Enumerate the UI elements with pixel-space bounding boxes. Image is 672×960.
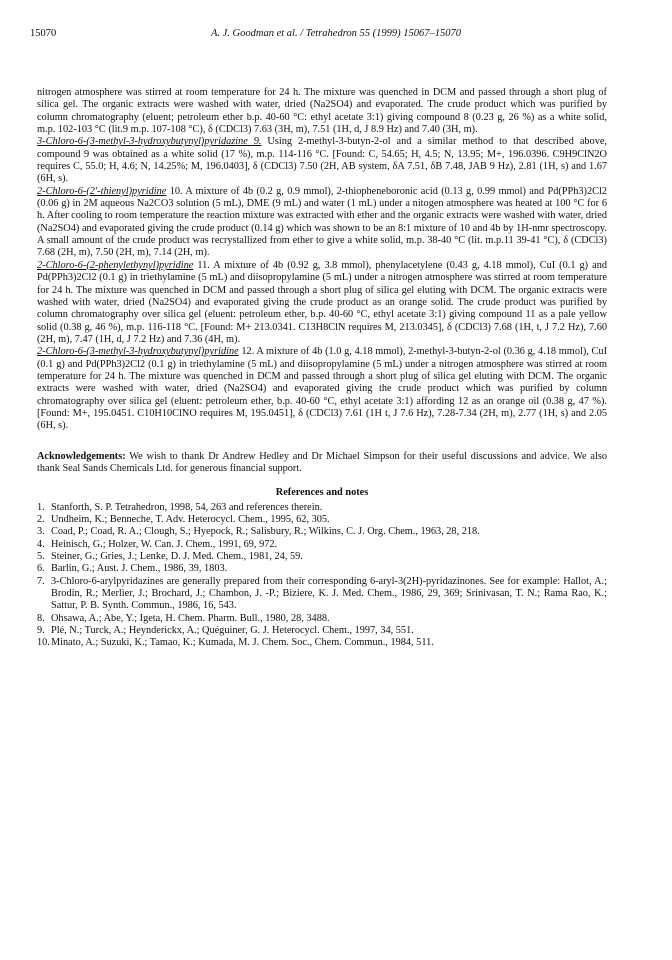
reference-list xyxy=(37,502,607,650)
reference-number: 8. xyxy=(37,612,45,624)
compound-9-text: Using 2-methyl-3-butyn-2-ol and a similar method to that described above, compound 9 was obtained as a white solid (17 %), m.p. 114-116 °C. [Found: C, 54.65; H, 4.5; N, 13.95; M+, 196.0396. C9H9ClN2O requires C, 55.0; H, 4.6; N, 14.25%; M, 196.0403], δ (CDCl3) 7.50 (2H, AB system, δA 7.51, δB 7.48, JAB 9 Hz), 2.81 (1H, s) and 1.67 (6H, s). xyxy=(37,136,607,185)
reference-number: 6. xyxy=(37,563,45,575)
reference-number: 4. xyxy=(37,538,45,550)
reference-text: 3-Chloro-6-arylpyridazines are generally prepared from their corresponding 6-aryl-3(2H)-pyridazinones. See for example: Hallot, A.; Brodin, R.; Merlier, J.; Brochard, J.; Chambon, J. -P.; Biziere, K. J. Med. Chem., 1986, 29, 369; Srinivasan, T. N.; Rama Rao, K.; Sattur, P. B. Synth. Commun., 1986, 16, 543. xyxy=(51,575,607,612)
reference-text: Heinisch, G.; Holzer, W. Can. J. Chem., 1991, 69, 972. xyxy=(51,538,278,550)
reference-text: Undheim, K.; Benneche, T. Adv. Heterocycl. Chem., 1995, 62, 305. xyxy=(51,514,330,525)
acknowledgements xyxy=(37,451,607,476)
acknowledgements-label: Acknowledgements: xyxy=(37,450,126,462)
reference-item xyxy=(37,526,607,538)
reference-item xyxy=(37,551,607,563)
reference-item xyxy=(37,625,607,637)
reference-item xyxy=(37,637,607,649)
compound-9-title: 3-Chloro-6-(3-methyl-3-hydroxybutynyl)pyridazine 9. xyxy=(37,136,262,148)
compound-10-paragraph xyxy=(37,186,607,260)
compound-11-text: 11. A mixture of 4b (0.92 g, 3.8 mmol), phenylacetylene (0.43 g, 4.18 mmol), CuI (0.1 g) and Pd(PPh3)2Cl2 (0.1 g) in triethylamine (5 mL) and diisopropylamine (5 mL) under a nitrogen atmosphere was stirred at room temperature for 24 h. The mixture was quenched in DCM and passed through a short plug of silica gel eluting with DCM. The organic extracts were washed with water, dried (Na2SO4) and evaporated giving the crude product as an orange solid. The crude product was purified by column chromatography over silica gel (eluent: petroleum ether, b.p. 40-60 °C, ethyl acetate 3:1) giving compound 11 as a pale yellow solid (0.38 g, 46 %), m.p. 116-118 °C. [Found: M+ 213.0341. C13H8ClN requires M, 213.0345], δ (CDCl3) 7.68 (1H, t, J 7.2 Hz), 7.60 (2H, m), 7.47 (1H, d, J 7.2 Hz) and 7.36 (4H, m). xyxy=(37,259,607,345)
reference-number: 9. xyxy=(37,625,45,637)
reference-number: 7. xyxy=(37,575,45,587)
reference-item xyxy=(37,576,607,613)
reference-item xyxy=(37,539,607,551)
compound-11-paragraph xyxy=(37,260,607,346)
acknowledgements-text: We wish to thank Dr Andrew Hedley and Dr Michael Simpson for their useful discussions and advice. We also thank Seal Sands Chemicals Ltd. for generous financial support. xyxy=(37,450,607,474)
compound-12-paragraph xyxy=(37,346,607,432)
reference-text: Steiner, G.; Gries, J.; Lenke, D. J. Med. Chem., 1981, 24, 59. xyxy=(51,551,303,563)
reference-item xyxy=(37,514,607,526)
compound-10-title: 2-Chloro-6-(2'-thienyl)pyridine xyxy=(37,185,167,197)
reference-number: 5. xyxy=(37,551,45,563)
reference-text: Plé, N.; Turck, A.; Heynderickx, A.; Quéguiner, G. J. Heterocycl. Chem., 1997, 34, 551. xyxy=(51,625,414,637)
page-number: 15070 xyxy=(30,28,57,39)
compound-11-title: 2-Chloro-6-(2-phenylethynyl)pyridine xyxy=(37,259,194,271)
compound-10-text: 10. A mixture of 4b (0.2 g, 0.9 mmol), 2-thiopheneboronic acid (0.13 g, 0.99 mmol) and Pd(PPh3)2Cl2 (0.06 g) in 2M aqueous Na2CO3 solution (5 mL), DME (9 mL) and water (1 mL) under a nitogen atmosphere was heated at 100 °C for 6 h. After cooling to room temperature the reaction mixture was extracted with ether and the organic extracts were washed with water, dried (Na2SO4) and evaporated giving the crude product (0.14 g) which was shown to be an 8:1 mixture of 10 and 4b by 1H-nmr spectroscopy. A small amount of the crude product was recrystallized from ether to give a white solid, m.p. 38-40 °C (lit. m.p.11 39-41 °C), δ (CDCl3) 7.68 (2H, m), 7.50 (2H, m), 7.14 (2H, m). xyxy=(37,185,607,259)
reference-number: 10. xyxy=(37,637,50,649)
section-gap xyxy=(37,433,607,451)
reference-text: Minato, A.; Suzuki, K.; Tamao, K.; Kumada, M. J. Chem. Soc., Chem. Commun., 1984, 511. xyxy=(51,637,434,649)
reference-item xyxy=(37,502,607,514)
reference-text: Barlin, G.; Aust. J. Chem., 1986, 39, 1803. xyxy=(51,563,228,575)
reference-number: 2. xyxy=(37,514,45,525)
reference-item xyxy=(37,613,607,625)
reference-text: Coad, P.; Coad, R. A.; Clough, S.; Hyepock, R.; Salisbury, R.; Wilkins, C. J. Org. Chem., 1963, 28, 218. xyxy=(51,526,480,538)
reference-text: Ohsawa, A.; Abe, Y.; Igeta, H. Chem. Pharm. Bull., 1980, 28, 3488. xyxy=(51,612,330,624)
compound-12-text: 12. A mixture of 4b (1.0 g, 4.18 mmol), 2-methyl-3-butyn-2-ol (0.36 g, 4.18 mmol), CuI (0.1 g) and Pd(PPh3)2Cl2 (0.1 g) in triethylamine (5 mL) and diisopropylamine (5 mL) under a nitrogen atmosphere was stirred at room temperature for 24 h. The mixture was quenched in DCM and passed through a short plug of silica gel eluting with DCM. The organic extracts were washed with water, dried (Na2SO4) and evaporated giving the crude product which was purified by column chromatography over silica gel (eluent: petroleum ether, b.p. 40-60 °C, ethyl acetate 3:1) affording 12 as an orange oil (0.38 g, 47 %). [Found: M+, 195.0451. C10H10ClNO requires M, 195.0451], δ (CDCl3) 7.61 (1H t, J 7.6 Hz), 7.28-7.34 (2H, m), 2.77 (1H, s) and 2.05 (6H, s). xyxy=(37,346,607,432)
references-heading: References and notes xyxy=(275,487,369,499)
article-body xyxy=(37,87,607,650)
page-header xyxy=(30,28,642,44)
intro-paragraph: nitrogen atmosphere was stirred at room temperature for 24 h. The mixture was quenched in DCM and passed through a short plug of silica gel. The organic extracts were washed with water, dried (Na2SO4) and evaporated. The crude product which was purified by column chromatography (eluent; petroleum ether b.p. 40-60 °C: ethyl acetate 3:1) giving compound 8 (0.23 g, 26 %) as a white solid, m.p. 102-103 °C (lit.9 m.p. 107-108 °C), δ (CDCl3) 7.63 (3H, m), 7.51 (1H, d, J 8.9 Hz) and 7.40 (3H, m). xyxy=(37,87,607,136)
compound-9-paragraph xyxy=(37,136,607,185)
running-head: A. J. Goodman et al. / Tetrahedron 55 (1999) 15067–15070 xyxy=(210,28,462,39)
reference-text: Stanforth, S. P. Tetrahedron, 1998, 54, 263 and references therein. xyxy=(51,501,323,513)
reference-number: 3. xyxy=(37,526,45,538)
compound-12-title: 2-Chloro-6-(3-methyl-3-hydroxybutynyl)pyridine xyxy=(37,346,239,358)
reference-number: 1. xyxy=(37,501,45,513)
reference-item xyxy=(37,563,607,575)
